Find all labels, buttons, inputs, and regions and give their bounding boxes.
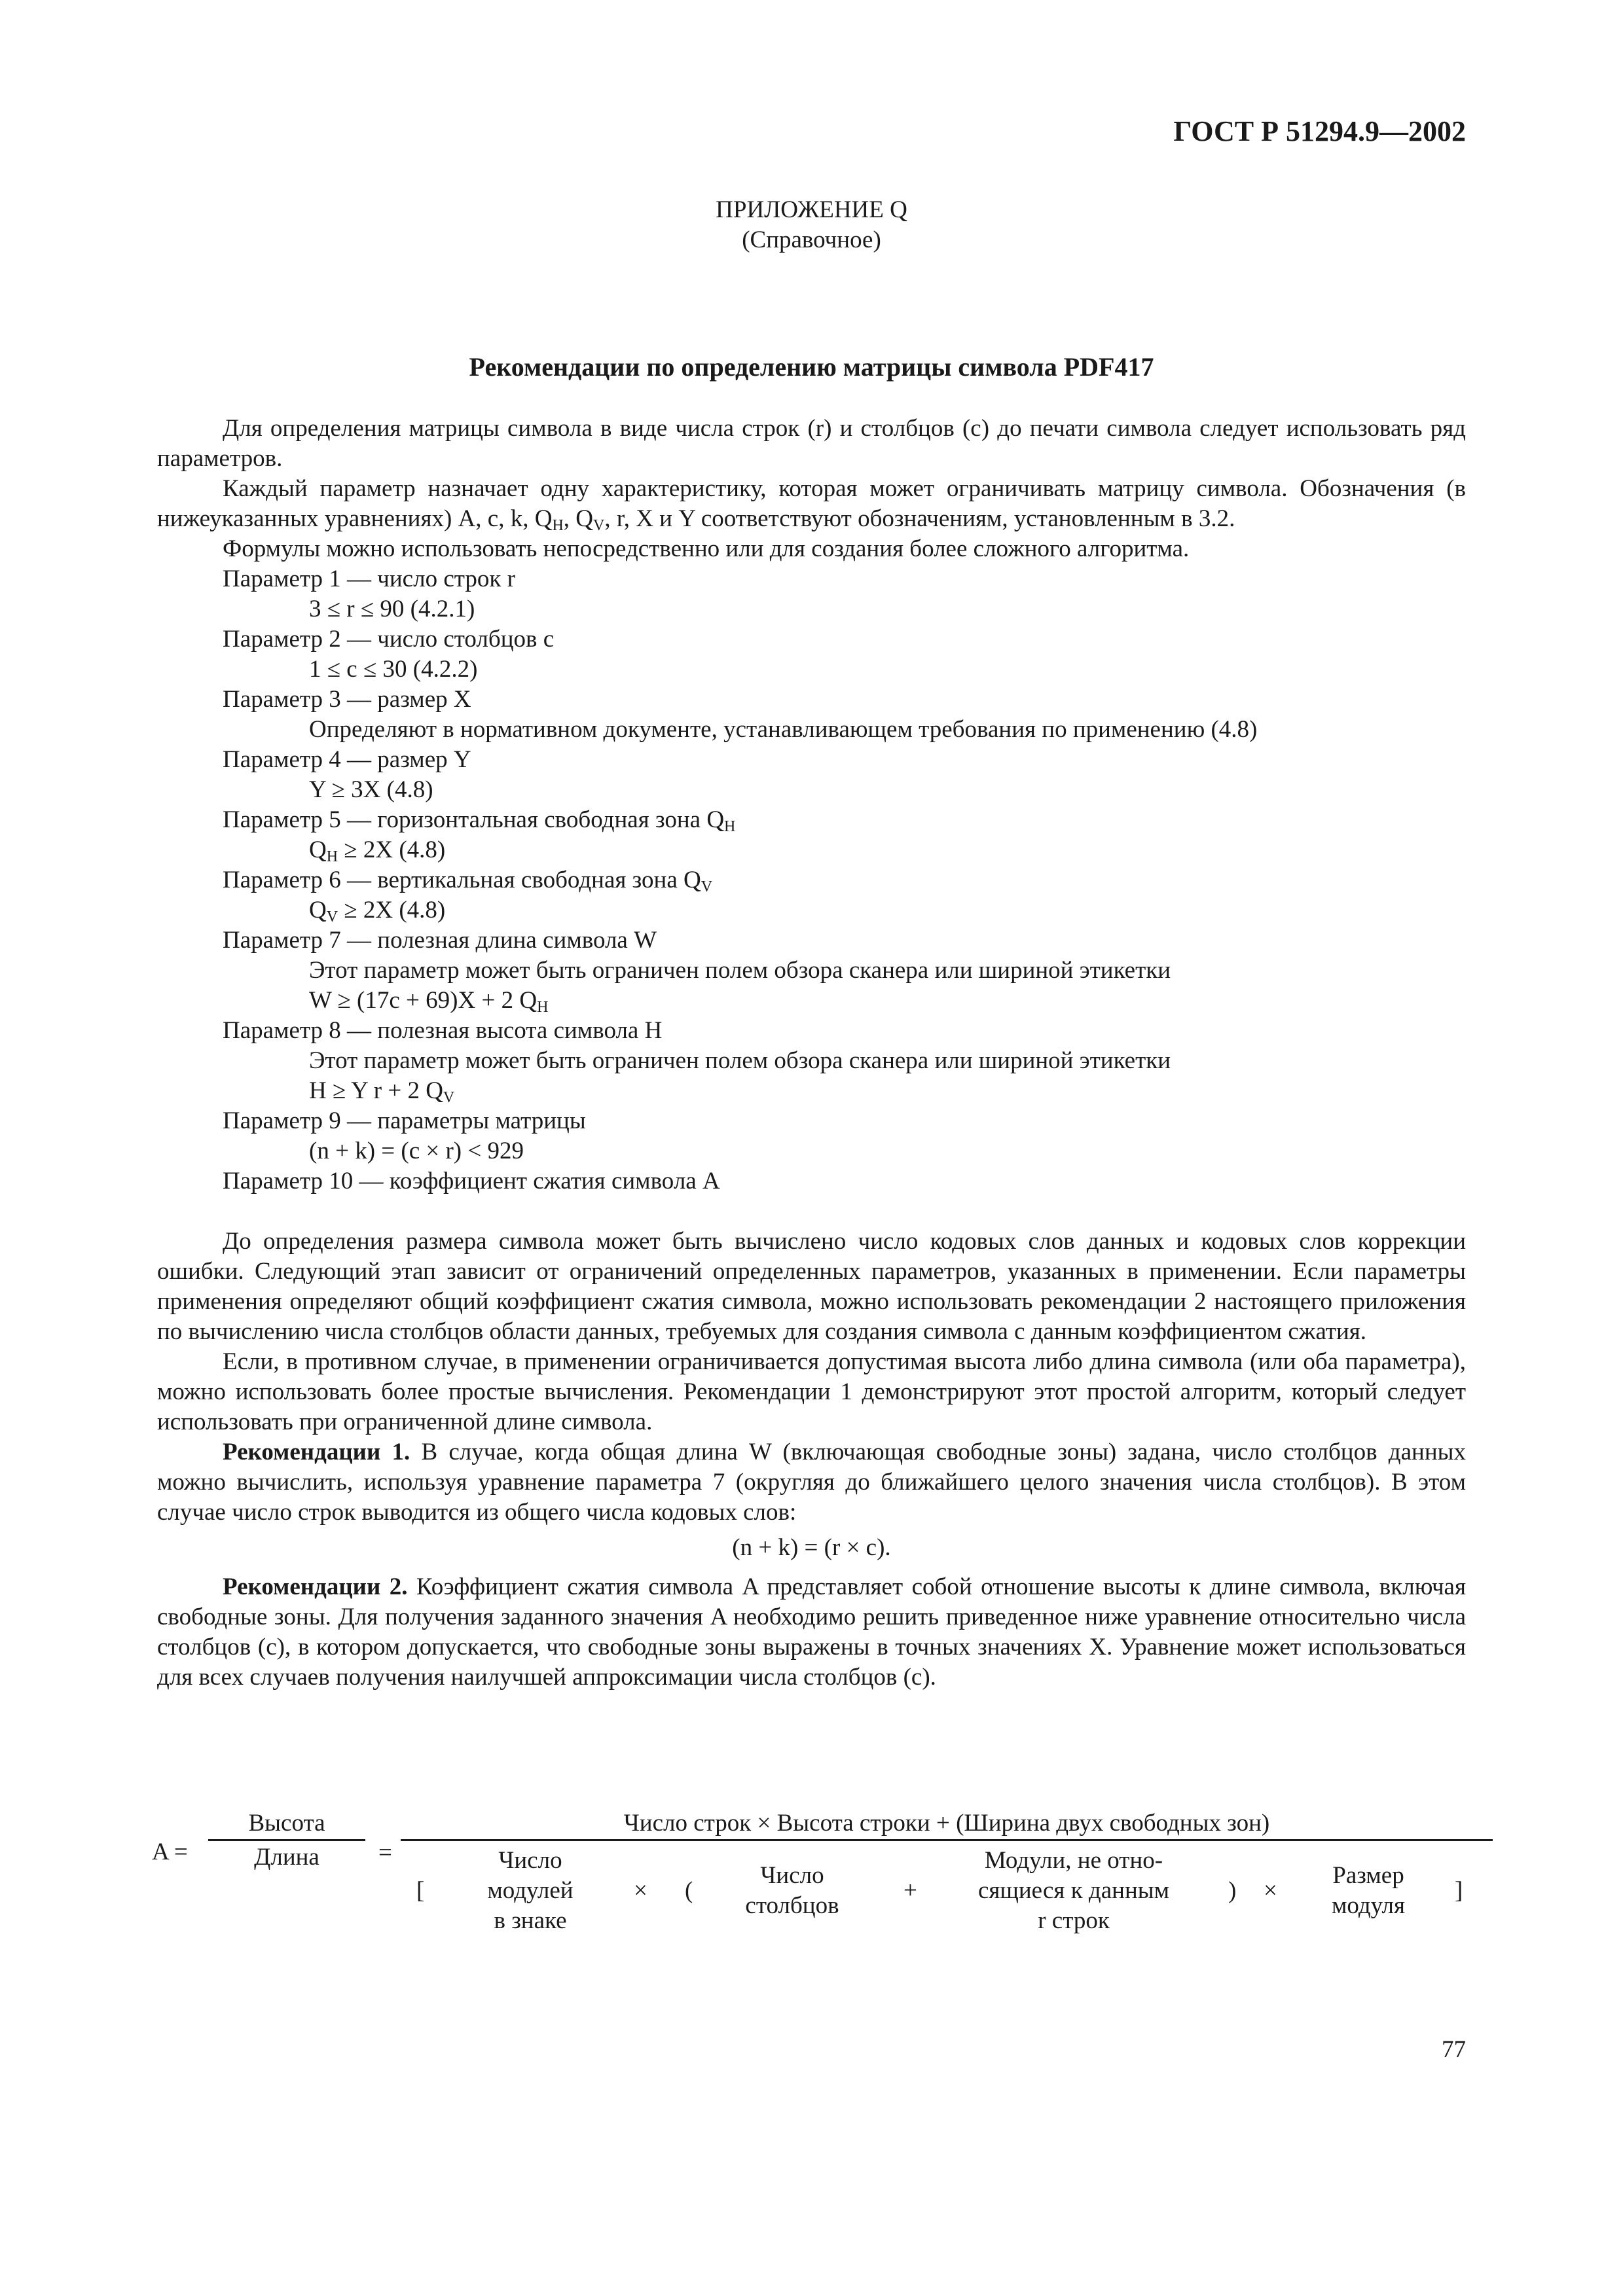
param-7-note: Этот параметр может быть ограничен полем обзора сканера или шириной этикетки bbox=[309, 957, 1171, 984]
formula-modules-per-char: Число модулей в знаке bbox=[487, 1847, 574, 1934]
intro-paragraph-2: Каждый параметр назначает одну характеристику, которая может ограничивать матрицу символа. Обозначения (в нижеуказанных уравнениях) A, c, k, $Q_H$, $Q_V$, r, X и Y соответствуют обозначениям, установленным в 3.2. bbox=[157, 475, 1466, 534]
page-number: 77 bbox=[1442, 2036, 1466, 2063]
body-paragraph-5: Если, в противном случае, в применении ограничивается допустимая высота либо длина символа (или оба параметра), можно использовать более простые вычисления. Рекомендации 1 демонстрируют этот простой алгоритм, который следует использовать при ограниченной длине символа. bbox=[157, 1348, 1466, 1435]
param-4: Параметр 4 — размер Y bbox=[223, 746, 471, 773]
intro-paragraph-1: Для определения матрицы символа в виде числа строк (r) и столбцов (c) до печати символа следует использовать ряд параметров. bbox=[157, 415, 1466, 472]
formula-non-data-modules: Модули, не отно- сящиеся к данным r строк bbox=[977, 1847, 1170, 1934]
formula-denominator-left: Длина bbox=[254, 1844, 319, 1871]
param-3-formula: Определяют в нормативном документе, устанавливающем требования по применению (4.8) bbox=[309, 716, 1258, 743]
param-1: Параметр 1 — число строк r bbox=[223, 565, 515, 592]
param-9-formula: (n + k) = (c × r) < 929 bbox=[309, 1138, 524, 1164]
fraction-bar-left bbox=[208, 1839, 365, 1841]
formula-lhs: A = bbox=[152, 1839, 188, 1865]
formula-plus: + bbox=[903, 1877, 917, 1904]
page-title: Рекомендации по определению матрицы символа PDF417 bbox=[469, 352, 1154, 382]
formula-left-bracket: [ bbox=[416, 1877, 425, 1904]
param-8: Параметр 8 — полезная высота символа H bbox=[223, 1017, 663, 1044]
formula-module-size: Размер модуля bbox=[1331, 1862, 1406, 1919]
intro-paragraph-3: Формулы можно использовать непосредственно или для создания более сложного алгоритма. bbox=[223, 535, 1190, 562]
formula-left-paren: ( bbox=[685, 1877, 693, 1904]
param-3: Параметр 3 — размер X bbox=[223, 686, 471, 713]
param-6: Параметр 6 — вертикальная свободная зона $Q_V$ bbox=[223, 867, 713, 895]
formula-right-bracket: ] bbox=[1455, 1877, 1463, 1904]
param-5: Параметр 5 — горизонтальная свободная зона $Q_H$ bbox=[223, 806, 736, 835]
param-2-formula: 1 ≤ c ≤ 30 (4.2.2) bbox=[309, 656, 478, 683]
param-8-formula: H ≥ Y r + 2 $Q_V$ bbox=[309, 1077, 455, 1106]
param-7-formula: W ≥ (17c + 69)X + 2 $Q_H$ bbox=[309, 987, 549, 1016]
param-6-formula: $Q_V \ge 2X$ (4.8) bbox=[309, 897, 446, 925]
param-4-formula: Y ≥ 3X (4.8) bbox=[309, 776, 433, 803]
param-7: Параметр 7 — полезная длина символа W bbox=[223, 927, 657, 954]
param-2: Параметр 2 — число столбцов c bbox=[223, 626, 555, 653]
param-9: Параметр 9 — параметры матрицы bbox=[223, 1107, 586, 1134]
recommendation-2: Рекомендации 2. Коэффициент сжатия символа A представляет собой отношение высоты к длине символа, включая свободные зоны. Для получения заданного значения A необходимо решить приведенное ниже уравнение относительно числа столбцов (c), в котором допускается, что свободные зоны выражены в точных значениях X. Уравнение может использоваться для всех случаев получения наилучшей аппроксимации числа столбцов (c). bbox=[157, 1573, 1466, 1691]
formula-numerator-left: Высота bbox=[248, 1810, 325, 1837]
standard-number: ГОСТ Р 51294.9—2002 bbox=[1173, 115, 1466, 147]
formula-times-1: × bbox=[634, 1877, 647, 1904]
param-5-formula: $Q_H \ge 2X$ (4.8) bbox=[309, 836, 446, 865]
equation-codewords: (n + k) = (r × c). bbox=[732, 1534, 891, 1561]
formula-right-paren: ) bbox=[1228, 1877, 1237, 1904]
body-paragraph-4: До определения размера символа может быть вычислено число кодовых слов данных и кодовых слов коррекции ошибки. Следующий этап зависит от ограничений определенных параметров, указанных в применении. Если параметры применения определяют общий коэффициент сжатия символа, можно использовать рекомендации 2 настоящего приложения по вычислению числа столбцов области данных, требуемых для создания символа с данным коэффициентом сжатия. bbox=[157, 1228, 1466, 1345]
appendix-name: ПРИЛОЖЕНИЕ Q bbox=[716, 196, 907, 223]
fraction-bar-right bbox=[401, 1839, 1493, 1841]
formula-equals: = bbox=[378, 1839, 392, 1866]
formula-columns: Число столбцов bbox=[745, 1862, 839, 1919]
appendix-kind: (Справочное) bbox=[742, 226, 881, 253]
recommendation-1: Рекомендации 1. В случае, когда общая длина W (включающая свободные зоны) задана, число столбцов данных можно вычислить, используя уравнение параметра 7 (округляя до ближайшего целого значения числа столбцов). В этом случае число строк выводится из общего числа кодовых слов: bbox=[157, 1439, 1466, 1526]
param-10: Параметр 10 — коэффициент сжатия символа A bbox=[223, 1168, 720, 1194]
param-8-note: Этот параметр может быть ограничен полем обзора сканера или шириной этикетки bbox=[309, 1047, 1171, 1074]
param-1-formula: 3 ≤ r ≤ 90 (4.2.1) bbox=[309, 596, 475, 622]
formula-times-2: × bbox=[1264, 1877, 1277, 1904]
formula-numerator-right: Число строк × Высота строки + (Ширина двух свободных зон) bbox=[623, 1810, 1270, 1837]
